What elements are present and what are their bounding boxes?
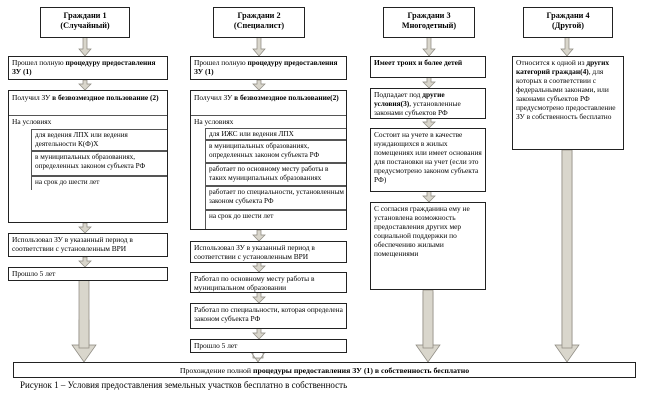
col3-other-conditions (370, 88, 486, 119)
arrow-col4-a (561, 37, 573, 56)
col2-condition-izhs: для ИЖС или ведения ЛПХ (205, 128, 347, 140)
arrow-col2-c (253, 230, 265, 241)
col1-received-text: Получил ЗУ (12, 93, 53, 102)
col1-condition-term: на срок до шести лет (31, 176, 168, 190)
arrow-col3-shaft (423, 290, 433, 348)
figure-caption: Рисунок 1 – Условия предоставления земельных участков бесплатно в собственность (20, 380, 348, 390)
header-citizen-4 (523, 7, 613, 38)
col2-received-bold: в безвозмездное пользование(2) (234, 93, 339, 102)
col2-used-plot: Использовал ЗУ в указанный период в соответствии с установленным ВРИ (190, 241, 347, 263)
arrow-col1-shaft (79, 270, 89, 348)
col2-received-plot (191, 91, 346, 104)
arrow-col2-a (253, 37, 265, 56)
col4-other-category-bold: других категорий граждан(4) (516, 58, 610, 76)
arrow-col3-c (423, 118, 435, 128)
header-citizen-1-name: Граждани 1 (63, 11, 107, 20)
final-procedure-text: Прохождение полной (179, 366, 254, 375)
arrow-col1-d (79, 257, 91, 267)
col2-conditions-label: На условиях (191, 115, 346, 127)
arrow-col2-e (253, 292, 265, 303)
col4-other-category-text-c: , для которых в соответствии с федеральными законами, или законами субъектов РФ предусмотрено предоставление ЗУ в собственность бесплатно (516, 67, 616, 121)
col1-condition-lph: для ведения ЛПХ или ведения деятельности К(Ф)Х (31, 129, 168, 151)
col1-full-procedure (8, 56, 168, 80)
col2-worked-specialty: Работал по специальности, которая определена законом субъекта РФ (190, 303, 347, 329)
col2-condition-specialty: работает по специальности, установленным законом субъекта РФ (205, 186, 347, 210)
col2-worked-main-place: Работал по основному месту работы в муниципальном образовании (190, 272, 347, 293)
col1-conditions-label: На условиях (9, 115, 167, 127)
header-citizen-1-type: (Случайный) (60, 21, 110, 30)
col1-condition-municipal: в муниципальных образованиях, определенных законом субъекта РФ (31, 151, 168, 176)
arrow-col1-b (79, 80, 91, 90)
col2-received-text: Получил ЗУ (194, 93, 235, 102)
col1-five-years: Прошло 5 лет (8, 267, 168, 281)
arrow-col3-d (423, 191, 435, 202)
col3-three-children (370, 56, 486, 78)
col3-other-conditions-text-a: Подпадает под (374, 90, 423, 99)
col3-three-children-text: Имеет троих и более детей (374, 58, 463, 67)
col2-condition-term: на срок до шести лет (205, 210, 347, 230)
header-citizen-4-name: Граждани 4 (546, 11, 590, 20)
col1-full-procedure-text: Прошел полную (12, 58, 66, 67)
arrow-col3-a (423, 37, 435, 56)
col2-full-procedure-bold: процедуру предоставления ЗУ (1) (194, 58, 338, 76)
header-citizen-2 (213, 7, 305, 38)
arrow-col2-d (253, 262, 265, 272)
arrow-col2-f (253, 328, 265, 339)
col3-no-other-support: С согласия гражданина ему не установлена возможность предоставления других мер социальной поддержки по обеспечению жилыми помещениями (370, 202, 486, 290)
final-procedure-bar (13, 362, 636, 378)
col1-conditions-group (8, 90, 168, 223)
col4-other-category-text-a: Относится к одной из (516, 58, 587, 67)
arrow-col4-shaft (562, 150, 572, 348)
col2-five-years: Прошло 5 лет (190, 339, 347, 353)
col1-full-procedure-bold: процедуру предоставления ЗУ (1) (12, 58, 156, 76)
col1-received-bold: в безвозмездное пользование (2) (52, 93, 159, 102)
col1-used-plot: Использовал ЗУ в указанный период в соответствии с установленным ВРИ (8, 233, 168, 257)
col2-condition-municipal: в муниципальных образованиях, определенных законом субъекта РФ (205, 140, 347, 163)
col1-received-plot (9, 91, 167, 104)
header-citizen-1 (40, 7, 130, 38)
header-citizen-2-type: (Специалист) (233, 21, 285, 30)
col4-other-category (512, 56, 624, 150)
header-citizen-3 (383, 7, 475, 38)
col2-full-procedure-text: Прошел полную (194, 58, 248, 67)
col2-full-procedure (190, 56, 347, 80)
col2-condition-main-work: работает по основному месту работы в таких муниципальных образованиях (205, 163, 347, 186)
col3-other-conditions-text-c: , установленные законами субъектов РФ (374, 99, 461, 117)
header-citizen-4-type: (Другой) (552, 21, 584, 30)
col2-conditions-group (190, 90, 347, 230)
arrow-col1-c (79, 223, 91, 233)
header-citizen-3-type: Многодетный) (401, 21, 457, 30)
header-citizen-3-name: Граждани 3 (407, 11, 451, 20)
col3-housing-registry: Состоит на учете в качестве нуждающихся в жилых помещениях или имеет основания для постановки на учет (если это предусмотрено законом субъекта РФ) (370, 128, 486, 192)
col3-other-conditions-bold: другие условия(3) (374, 90, 445, 108)
arrow-col1-a (79, 37, 91, 56)
final-procedure-bold: процедуры предоставления ЗУ (1) в собственность бесплатно (253, 366, 470, 375)
arrow-col2-b (253, 80, 265, 90)
arrow-col3-b (423, 77, 435, 88)
header-citizen-2-name: Граждани 2 (237, 11, 281, 20)
